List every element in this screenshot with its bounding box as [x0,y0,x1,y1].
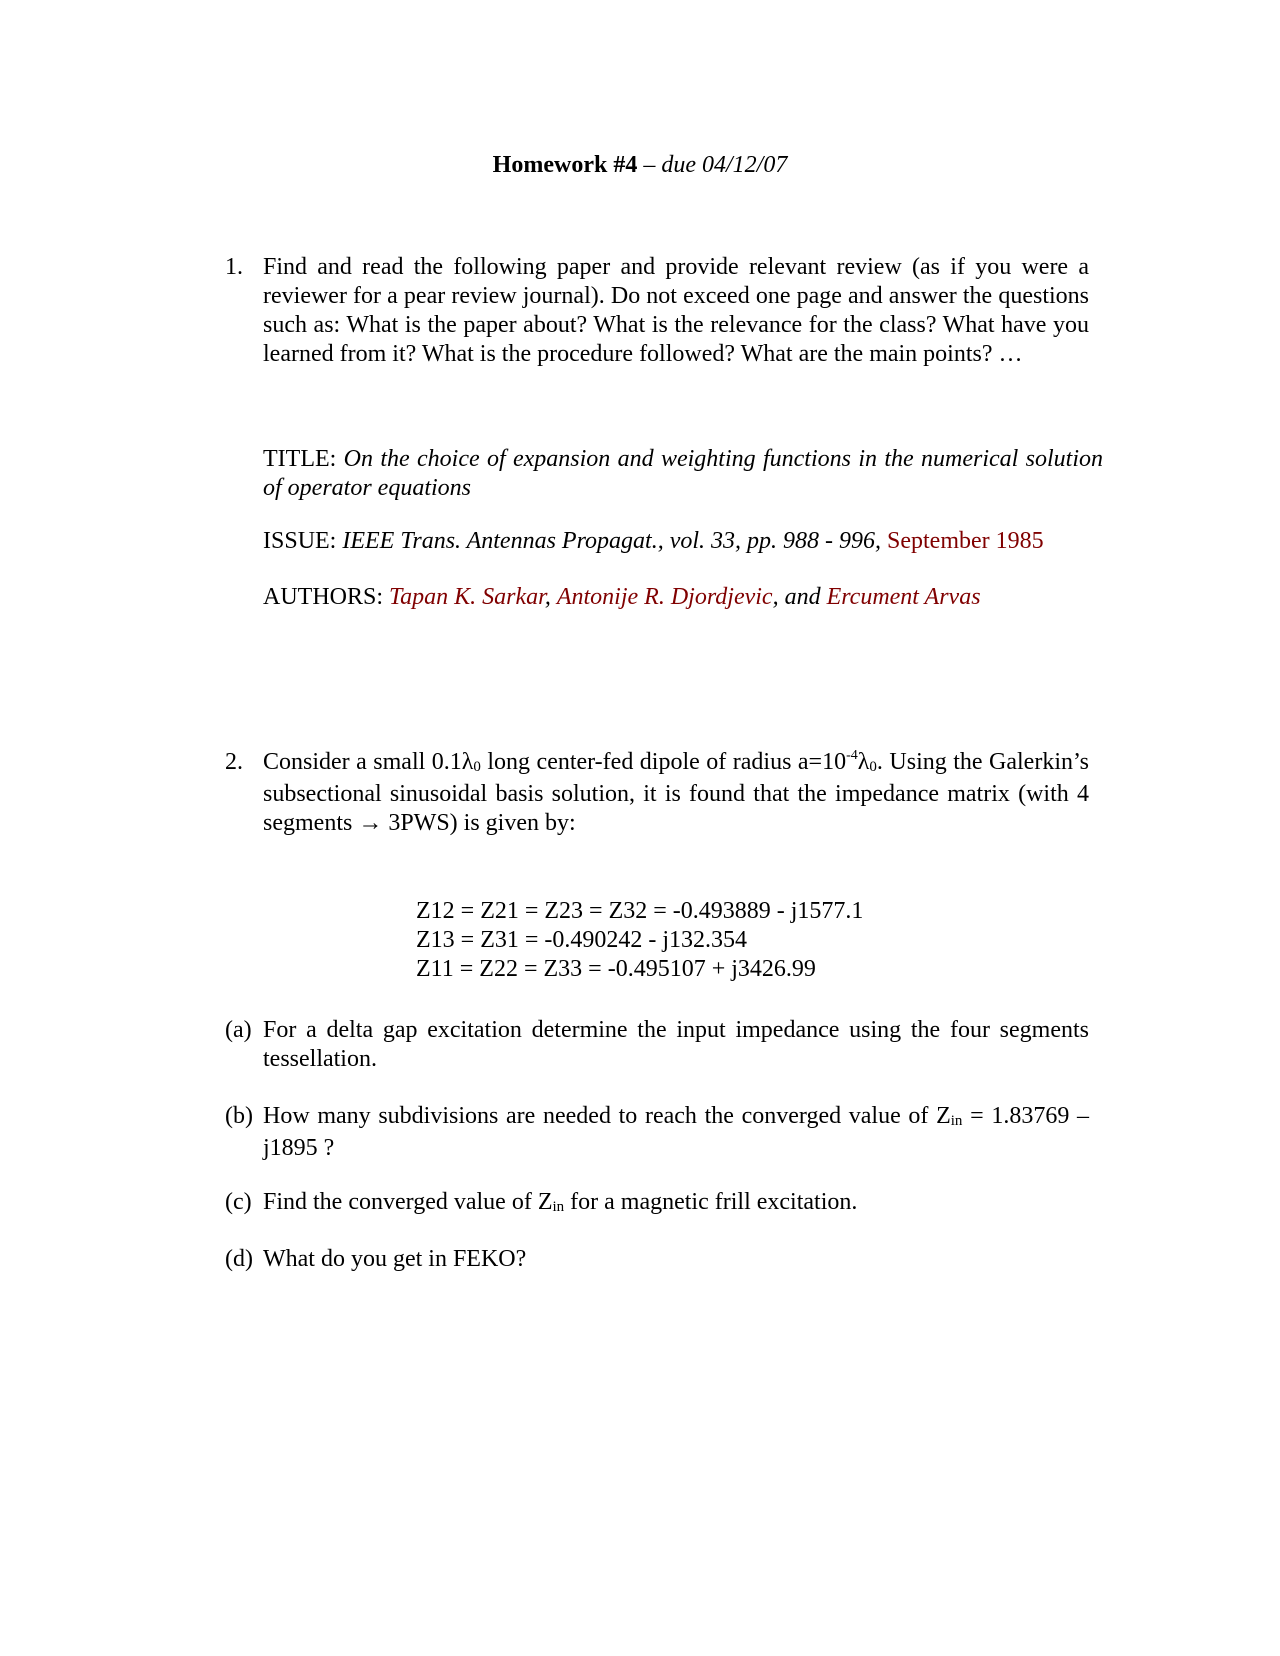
paper-title [263,445,1103,503]
equation-row-1: Z12 = Z21 = Z23 = Z32 = -0.493889 - j1577.1 [416,898,864,924]
part-label: (a) [225,1017,252,1043]
question-2-text: Consider a small 0.1λ0 long center-fed dipole of radius $a=10^{-4}\lambda 0$. Using the Galerkin’s subsectional sinusoidal basis solution, it is found that the impedance matrix (with 4 segments → 3PWS) is given by: [263,748,1089,836]
part-label: (b) [225,1103,253,1129]
equation-row-3: Z11 = Z22 = Z33 = -0.495107 + j3426.99 [416,956,816,982]
title-bold: Homework #4 [492,152,638,178]
paper-issue [263,527,1044,556]
title-value: On the choice of expansion and weighting functions in the numerical solution of operator equations [263,446,1103,501]
question-1 [225,253,1089,369]
part-a-text: For a delta gap excitation determine the input impedance using the four segments tessellation. [263,1017,1089,1072]
authors-label: AUTHORS: [263,584,384,610]
part-b [225,1102,1089,1163]
issue-value: IEEE Trans. Antennas Propagat., vol. 33, pp. 988 - 996, [342,528,882,554]
part-d [225,1245,1089,1274]
question-number: 2. [225,749,243,775]
author-and: , and [772,584,821,610]
question-2 [225,748,1089,838]
title-label: TITLE: [263,446,337,472]
author-1: Tapan K. Sarkar [389,584,545,610]
equation-row-2: Z13 = Z31 = -0.490242 - j132.354 [416,927,748,953]
part-a [225,1016,1089,1074]
title-due-date: – due 04/12/07 [643,152,788,178]
part-d-text: What do you get in FEKO? [263,1246,527,1272]
issue-label: ISSUE: [263,528,337,554]
paper-authors: AUTHORS: Tapan K. Sarkar, Antonije R. Djordjevic, and Ercument Arvas [263,584,981,610]
issue-date: September 1985 [887,528,1044,554]
author-2: Antonije R. Djordjevic [556,584,773,610]
page-title [0,150,1280,180]
part-b-text: How many subdivisions are needed to reach the converged value of Zin = 1.83769 – j1895 ? [263,1103,1089,1161]
question-1-text: Find and read the following paper and provide relevant review (as if you were a reviewer for a pear review journal). Do not exceed one page and answer the questions such as: What is the paper about? What is the relevance for the class? What have you learned from it? What is the procedure followed? What are the main points? … [263,254,1089,367]
author-3: Ercument Arvas [826,584,981,610]
part-c-text: Find the converged value of Zin for a magnetic frill excitation. [263,1189,858,1215]
part-label: (d) [225,1246,253,1272]
part-c [225,1188,1089,1220]
part-label: (c) [225,1189,252,1215]
question-number: 1. [225,254,243,280]
